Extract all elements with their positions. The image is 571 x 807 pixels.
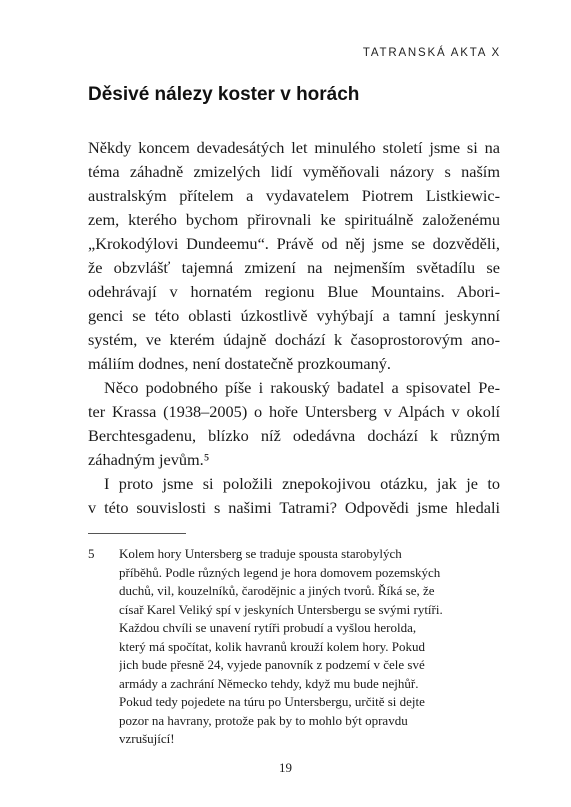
page-number: 19	[279, 760, 292, 775]
footnote-line: který má spočítat, kolik havranů krouží kolem hory. Pokud	[119, 638, 426, 654]
footnote-line: armády a zachrání Německo tehdy, když mu bude nejhůř.	[119, 675, 419, 691]
footnote-line: příběhů. Podle různých legend je hora domovem pozemských	[119, 564, 441, 580]
text-line: australským přítelem a vydavatelem Piotrem Listkiewic-	[88, 186, 500, 205]
footnote-divider	[88, 533, 186, 534]
text-line: v této souvislosti s našimi Tatrami? Odpovědi jsme hledali	[88, 498, 500, 517]
running-header: TATRANSKÁ AKTA X	[362, 47, 501, 59]
footnote-text	[119, 545, 500, 749]
text-line: že obzvlášť tajemná zmizení na nejmenším světadílu se	[88, 258, 500, 277]
footnote-line: Každou chvíli se unavení rytíři probudí a vyšlou herolda,	[119, 620, 417, 635]
footnote-line: vzrušující!	[119, 731, 175, 746]
text-line: systém, ve kterém údajně dochází k časoprostorovým ano-	[88, 330, 500, 349]
chapter-title: Děsivé nálezy koster v horách	[88, 84, 360, 105]
text-line: Něco podobného píše i rakouský badatel a spisovatel Pe-	[104, 378, 500, 397]
text-line: Berchtesgadenu, blízko níž odedávna dochází k různým	[88, 426, 500, 445]
text-line: I proto jsme si položili znepokojivou otázku, jak je to	[104, 474, 500, 493]
footnote-line: Pokud tedy pojedete na túru po Untersbergu, určitě si dejte	[119, 694, 425, 709]
text-line: záhadným jevům.⁵	[88, 450, 210, 469]
footnote-line: duchů, vil, kouzelníků, čarodějnic a jiných tvorů. Říká se, že	[119, 583, 435, 598]
text-line: genci se této oblasti úzkostlivě vyhýbají a tamní jeskynní	[88, 306, 500, 325]
text-line: zem, kterého bychom přirovnali ke spirituálně založenému	[88, 210, 500, 229]
text-line: „Krokodýlovi Dundeemu“. Právě od něj jsme se dozvěděli,	[88, 234, 500, 253]
footnote-line: císař Karel Veliký spí v jeskyních Untersbergu se svými rytíři.	[119, 601, 443, 617]
text-line: Někdy koncem devadesátých let minulého století jsme si na	[88, 138, 500, 157]
text-line: ter Krassa (1938–2005) o hoře Untersberg v Alpách v okolí	[88, 402, 500, 421]
text-line: odehrávají v hornatém regionu Blue Mountains. Abori-	[88, 282, 500, 301]
footnote-line: pozor na havrany, protože pak by to mohlo být opravdu	[119, 712, 408, 728]
footnote-line: Kolem hory Untersberg se traduje spousta starobylých	[119, 546, 402, 561]
text-line: máliím dodnes, není dostatečně prozkoumaný.	[88, 354, 391, 373]
body-text	[88, 136, 500, 520]
footnote-line: jich bude přesně 24, vyjede panovník z podzemí v čele své	[119, 657, 425, 672]
text-line: téma záhadně zmizelých lidí vyměňovali názory s naším	[88, 162, 500, 181]
footnote-number: 5	[88, 546, 95, 561]
